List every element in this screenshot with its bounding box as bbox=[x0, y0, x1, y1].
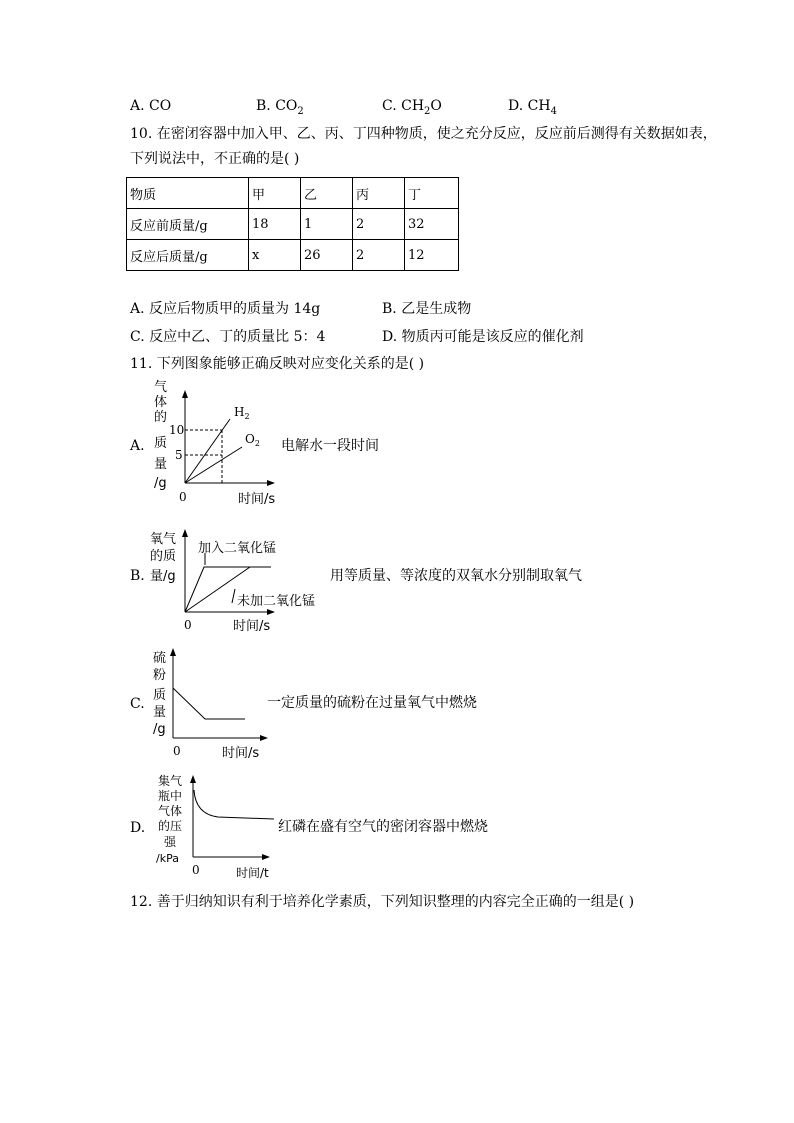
q12-stem: 12. 善于归纳知识有利于培养化学素质，下列知识整理的内容完全正确的一组是( ) bbox=[130, 894, 635, 910]
table-row bbox=[127, 240, 459, 271]
y-label-char: /g bbox=[153, 722, 166, 737]
q10-stem-line2: 下列说法中，不正确的是( ) bbox=[130, 151, 300, 167]
q10-option-c: C. 反应中乙、丁的质量比 5：4 bbox=[130, 329, 326, 345]
series-h2-line bbox=[185, 419, 230, 483]
q11-d-letter: D. bbox=[130, 820, 146, 836]
y-label-char: 体 bbox=[154, 395, 168, 410]
table-header-cell: 丙 bbox=[353, 178, 405, 209]
series-sulfur-mass-line bbox=[173, 688, 245, 719]
label-leader-without-mno2 bbox=[232, 589, 235, 603]
q11-c-description: 一定质量的硫粉在过量氧气中燃烧 bbox=[267, 695, 477, 711]
origin-label: 0 bbox=[179, 490, 187, 504]
y-axis-arrow bbox=[182, 390, 188, 398]
q11-d-description: 红磷在盛有空气的密闭容器中燃烧 bbox=[278, 819, 488, 835]
table-cell: 1 bbox=[301, 209, 353, 240]
table-cell: 26 bbox=[301, 240, 353, 271]
series-label-without-mno2: 未加二氧化锰 bbox=[237, 594, 316, 609]
x-axis-arrow bbox=[260, 735, 268, 741]
y-axis-label bbox=[154, 380, 167, 491]
table-header-cell: 物质 bbox=[127, 178, 249, 209]
q11-d-graph bbox=[148, 770, 276, 882]
y-axis-label bbox=[156, 773, 182, 865]
table-cell: 2 bbox=[353, 240, 405, 271]
y-axis-label bbox=[153, 651, 166, 737]
q10-data-table bbox=[126, 177, 459, 271]
q11-b-letter: B. bbox=[130, 568, 145, 584]
origin-label: 0 bbox=[184, 618, 192, 632]
y-label-char: 硫 bbox=[153, 651, 167, 666]
y-label-line: 集气 bbox=[158, 774, 183, 788]
y-axis-arrow bbox=[190, 775, 196, 783]
y-label-line: 量/g bbox=[150, 569, 176, 584]
origin-label: 0 bbox=[192, 863, 200, 877]
y-label-line: 的压 bbox=[158, 819, 183, 833]
q11-a-letter: A. bbox=[130, 438, 145, 454]
x-axis-label: 时间/s bbox=[238, 492, 276, 507]
y-axis-label bbox=[150, 532, 176, 584]
table-cell: 反应前质量/g bbox=[127, 209, 249, 240]
q9-option-c: C. $CH_2O$ bbox=[382, 98, 442, 117]
y-label-char: 气 bbox=[154, 380, 168, 395]
y-axis-arrow bbox=[182, 529, 188, 537]
series-label-with-mno2: 加入二氧化锰 bbox=[198, 541, 277, 556]
y-label-line: 强 bbox=[164, 835, 177, 849]
y-label-line: 气体 bbox=[158, 804, 183, 818]
series-label-o2: $O_2$ bbox=[245, 432, 260, 448]
table-row bbox=[127, 209, 459, 240]
y-label-char: 粉 bbox=[153, 668, 167, 683]
q10-option-a: A. 反应后物质甲的质量为 14g bbox=[130, 301, 321, 317]
q11-c-graph bbox=[145, 642, 270, 764]
q11-c-letter: C. bbox=[130, 696, 145, 712]
origin-label: 0 bbox=[173, 744, 181, 758]
table-cell: x bbox=[249, 240, 301, 271]
table-cell: 12 bbox=[405, 240, 459, 271]
q11-b-graph bbox=[145, 525, 335, 637]
y-label-line: 氧气 bbox=[150, 532, 177, 547]
q11-a-description: 电解水一段时间 bbox=[281, 438, 379, 454]
q9-option-d: D. $CH_4$ bbox=[508, 98, 557, 117]
table-cell: 反应后质量/g bbox=[127, 240, 249, 271]
q11-stem: 11. 下列图象能够正确反映对应变化关系的是( ) bbox=[130, 356, 425, 372]
x-axis-label: 时间/s bbox=[222, 746, 260, 761]
y-axis-arrow bbox=[170, 648, 176, 656]
y-label-line: 的质 bbox=[150, 549, 177, 564]
table-header-cell: 丁 bbox=[405, 178, 459, 209]
q10-option-b: B. 乙是生成物 bbox=[382, 301, 472, 317]
tick-label-10: 10 bbox=[169, 423, 185, 437]
table-header-cell: 甲 bbox=[249, 178, 301, 209]
q9-option-a: A. CO bbox=[130, 98, 172, 114]
table-cell: 18 bbox=[249, 209, 301, 240]
y-label-char: /g bbox=[154, 476, 167, 491]
x-axis-arrow bbox=[267, 480, 275, 486]
series-o2-line bbox=[185, 447, 242, 483]
y-label-char: 的 bbox=[154, 410, 168, 425]
q11-b-description: 用等质量、等浓度的双氧水分别制取氧气 bbox=[330, 568, 582, 584]
series-pressure-curve bbox=[194, 790, 274, 819]
q10-stem-line1: 10. 在密闭容器中加入甲、乙、丙、丁四种物质，使之充分反应，反应前后测得有关数据如表， bbox=[130, 126, 717, 142]
tick-label-5: 5 bbox=[175, 448, 183, 462]
y-label-char: 量 bbox=[154, 457, 168, 472]
x-axis-label: 时间/s bbox=[233, 619, 271, 634]
q11-a-graph bbox=[145, 375, 285, 510]
q10-option-d: D. 物质丙可能是该反应的催化剂 bbox=[382, 329, 584, 345]
y-label-char: 质 bbox=[153, 688, 167, 703]
y-label-line: 瓶中 bbox=[158, 789, 183, 803]
q9-option-b: B. $CO_2$ bbox=[256, 98, 304, 117]
x-axis-label: 时间/t bbox=[236, 866, 269, 880]
y-label-char: 量 bbox=[153, 705, 167, 720]
table-header-row bbox=[127, 178, 459, 209]
series-label-h2: $H_2$ bbox=[234, 405, 250, 421]
x-axis-arrow bbox=[262, 854, 270, 860]
x-axis-arrow bbox=[267, 609, 275, 615]
table-cell: 32 bbox=[405, 209, 459, 240]
table-cell: 2 bbox=[353, 209, 405, 240]
table-header-cell: 乙 bbox=[301, 178, 353, 209]
y-label-char: 质 bbox=[154, 436, 168, 451]
y-label-line: /kPa bbox=[156, 852, 179, 865]
